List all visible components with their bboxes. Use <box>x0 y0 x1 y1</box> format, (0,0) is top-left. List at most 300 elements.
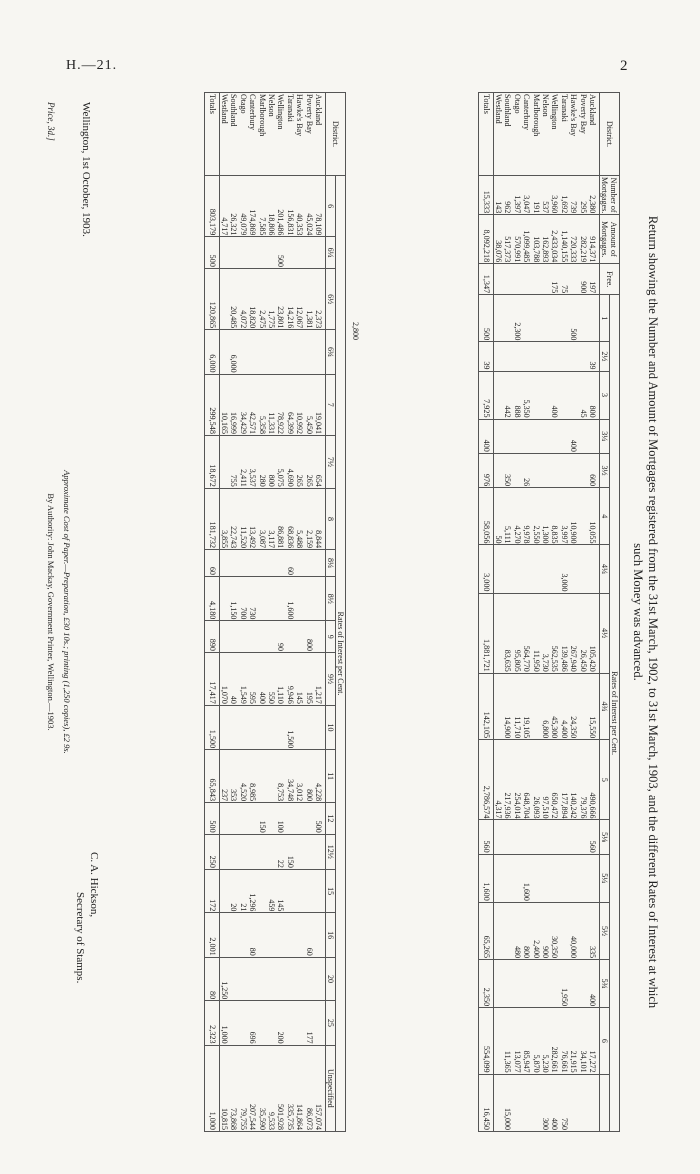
table-cell <box>220 836 229 868</box>
table-cell <box>512 821 521 852</box>
data-column <box>219 750 325 803</box>
table-cell: 34,101 <box>578 1050 588 1073</box>
table-cell <box>238 959 247 999</box>
table-cell: 1,950 <box>559 988 569 1007</box>
rate-header: 11 <box>326 750 336 803</box>
table-cell: 1,250 <box>219 981 229 1000</box>
table-cell: 1,140,155 <box>559 230 569 263</box>
table-cell <box>559 373 568 418</box>
table-cell <box>267 331 276 372</box>
table-cell <box>512 546 521 591</box>
data-column <box>219 653 325 706</box>
signature-title: Secretary of Stamps. <box>74 892 86 984</box>
table-cell: 10,992 <box>295 411 305 434</box>
table-cell <box>569 961 578 1006</box>
table-cell: 21,915 <box>569 1050 579 1073</box>
data-column <box>219 237 325 269</box>
table-cell <box>276 578 285 619</box>
table-cell <box>314 238 323 267</box>
table-cell: 265 <box>295 474 305 487</box>
totals-row <box>205 93 219 1132</box>
data-column <box>219 374 325 435</box>
table-cell: 12,067 <box>295 306 305 329</box>
table-cell: 459 <box>266 899 276 912</box>
table-cell <box>304 871 313 911</box>
total-cell: 8,092,218 <box>479 215 493 264</box>
table-cell: 400 <box>550 1118 560 1130</box>
rates-caption-2: Rates of Interest per Cent. <box>336 176 346 1132</box>
rate-header: 5 <box>600 740 610 820</box>
table-cell: 18,806 <box>266 213 276 236</box>
rate-header: 4 <box>600 488 610 545</box>
rate-header: 3¼ <box>600 419 610 453</box>
rate-header-unspecified-label <box>600 1074 610 1131</box>
table-cell: 8,985 <box>248 783 258 802</box>
table-cell <box>276 551 285 575</box>
rate-header: 3½ <box>600 453 610 487</box>
total-cell: 172 <box>205 869 219 912</box>
district-name: Canterbury <box>522 94 532 130</box>
table-cell <box>569 821 578 852</box>
table-cell: 197 <box>588 281 597 294</box>
table-cell <box>522 961 531 1006</box>
data-column <box>493 593 599 673</box>
table-cell: 800 <box>588 405 597 418</box>
extra-total: 2,800 <box>351 322 360 340</box>
table-cell <box>257 331 266 372</box>
total-cell: 18,672 <box>205 435 219 488</box>
table-cell <box>267 622 276 651</box>
data-column <box>219 621 325 653</box>
table-cell: 282,661 <box>550 1046 560 1073</box>
table-cell <box>559 904 568 958</box>
table-cell: 90 <box>276 643 286 652</box>
table-cell <box>578 1076 587 1130</box>
data-column <box>219 834 325 869</box>
table-cell <box>220 871 229 911</box>
rate-header: 8 <box>326 488 336 549</box>
col-district-2: District. <box>326 93 346 176</box>
table-cell: 64,399 <box>285 411 295 434</box>
total-cell: 58,056 <box>479 488 493 545</box>
table-cell <box>295 871 304 911</box>
table-cell <box>494 961 503 1006</box>
data-column <box>493 342 599 371</box>
table-cell <box>541 961 550 1006</box>
table-cell <box>531 265 540 293</box>
table-cell <box>229 551 238 575</box>
table-cell: 800 <box>266 474 276 487</box>
table-cell <box>494 675 503 738</box>
table-cell <box>304 836 313 868</box>
table-cell <box>314 578 323 619</box>
table-cell: 400 <box>257 691 267 704</box>
table-cell <box>285 914 294 955</box>
table-cell: 60 <box>304 947 314 956</box>
table-cell: 45,024 <box>304 213 314 236</box>
total-cell: 60 <box>205 550 219 577</box>
table-cell <box>304 959 313 999</box>
total-cell: 7,925 <box>479 371 493 419</box>
table-cell: 3,960 <box>550 195 560 214</box>
table-cell: 3,012 <box>295 783 305 802</box>
table-cell <box>522 265 531 293</box>
table-cell: 600 <box>588 474 597 487</box>
table-cell: 11,365 <box>503 1050 513 1073</box>
table-cell: 5,075 <box>276 468 286 487</box>
table-cell <box>304 551 313 575</box>
table-cell: 254,014 <box>512 792 522 819</box>
table-cell <box>248 707 257 748</box>
total-cell: 17,417 <box>205 653 219 706</box>
table-cell: 76,661 <box>559 1050 569 1073</box>
table-cell: 888 <box>512 405 522 418</box>
rate-header: 6¼ <box>326 237 336 269</box>
table-cell: 16,999 <box>229 411 239 434</box>
table-cell: 350 <box>503 474 513 487</box>
rate-header: 1 <box>600 295 610 342</box>
total-cell: 181,732 <box>205 488 219 549</box>
table-cell: 595 <box>248 691 258 704</box>
signature-name: C. A. Hickson, <box>88 852 100 918</box>
table-cell <box>494 296 503 340</box>
table-cell <box>512 961 521 1006</box>
rate-header: Unspecified <box>326 1045 336 1131</box>
table-cell: 21 <box>238 903 248 912</box>
table-cell: 103,788 <box>531 236 541 263</box>
table-cell <box>229 959 238 999</box>
rate-header: 7 <box>326 374 336 435</box>
data-column <box>493 545 599 593</box>
table-cell: 280 <box>257 474 267 487</box>
table-cell: 1,692 <box>559 195 569 214</box>
table-cell <box>229 1002 238 1043</box>
table-row <box>493 93 599 1132</box>
table-cell: 1,397 <box>512 195 522 214</box>
table-cell: 4,228 <box>314 783 323 802</box>
table-cell <box>285 331 294 372</box>
rate-header: 12½ <box>326 834 336 869</box>
table-cell: 40 <box>229 695 239 704</box>
table-cell: 78,109 <box>314 213 323 236</box>
table-cell: 282,219 <box>578 236 588 263</box>
table-cell: 40,353 <box>295 213 305 236</box>
data-column <box>493 1008 599 1074</box>
table-cell: 295 <box>578 201 588 214</box>
table-cell: 83,635 <box>503 649 513 672</box>
table-cell: 73,868 <box>229 1108 239 1130</box>
table-cell <box>494 343 503 369</box>
district-name: Marlborough <box>531 94 541 137</box>
table-cell <box>569 546 578 591</box>
data-column <box>493 371 599 419</box>
table-cell: 9,946 <box>285 685 295 704</box>
data-column <box>219 488 325 549</box>
table-cell <box>304 707 313 748</box>
total-cell: 16,450 <box>479 1074 493 1131</box>
table-cell <box>531 343 540 369</box>
table-cell <box>494 1009 503 1072</box>
table-cell <box>550 961 559 1006</box>
total-cell: 976 <box>479 453 493 487</box>
table-cell: 900 <box>578 281 588 294</box>
rate-header: 9 <box>326 621 336 653</box>
table-cell <box>238 914 247 955</box>
data-column <box>493 176 599 215</box>
table-cell <box>550 343 559 369</box>
table-cell <box>512 421 521 452</box>
table-cell <box>559 421 568 452</box>
district-name: Otago <box>512 94 522 114</box>
table-cell: 200 <box>276 1031 286 1044</box>
table-cell <box>314 836 323 868</box>
table-cell <box>285 804 294 833</box>
table-cell: 26,093 <box>531 796 541 819</box>
district-name: Taranaki <box>285 94 295 122</box>
total-cell: 500 <box>479 295 493 342</box>
table-cell <box>220 707 229 748</box>
data-column <box>493 264 599 295</box>
table-cell: 800 <box>304 789 314 802</box>
table-cell: 19,041 <box>314 411 323 434</box>
rate-header: 6 <box>326 176 336 237</box>
table-cell <box>541 821 550 852</box>
table-cell: 143 <box>493 201 503 214</box>
table-cell <box>522 1076 531 1130</box>
table-cell <box>578 546 587 591</box>
table-cell: 38,076 <box>493 240 503 263</box>
table-cell: 700 <box>238 607 248 620</box>
totals-label: Totals <box>205 93 219 176</box>
table-cell <box>541 343 550 369</box>
rate-header: 6½ <box>326 268 336 329</box>
table-cell <box>559 343 568 369</box>
total-cell: 4,180 <box>205 577 219 621</box>
table-cell <box>550 821 559 852</box>
table-cell: 17,272 <box>588 1050 597 1073</box>
data-column <box>493 820 599 854</box>
table-cell <box>578 296 587 340</box>
total-cell: 15,333 <box>479 176 493 215</box>
table-cell: 3,855 <box>219 530 229 549</box>
totals-row <box>479 93 493 1132</box>
title-line-1: Return showing the Number and Amount of Mortgages registered from the 31st March, 1902, to 31st March, 1903, and the different Rates of Interest at which <box>646 215 660 1009</box>
data-column <box>219 176 325 237</box>
data-column <box>219 435 325 488</box>
table-cell <box>276 331 285 372</box>
table-cell <box>494 904 503 958</box>
table-cell <box>267 1002 276 1043</box>
table-cell <box>285 1002 294 1043</box>
table-cell <box>229 804 238 833</box>
data-column <box>219 913 325 957</box>
rate-header: 10 <box>326 705 336 749</box>
table-cell <box>503 546 512 591</box>
total-cell: 2,350 <box>479 960 493 1008</box>
table-cell: 75 <box>559 285 569 294</box>
data-column <box>219 268 325 329</box>
table-cell <box>257 578 266 619</box>
table-cell <box>257 551 266 575</box>
rate-header: 8¼ <box>326 550 336 577</box>
table-cell <box>588 296 597 340</box>
table-cell: 1,150 <box>229 601 239 620</box>
table-cell: 50 <box>493 535 503 544</box>
table-cell <box>295 622 304 651</box>
table-cell <box>550 856 559 901</box>
table-cell: 3,000 <box>559 573 569 592</box>
table-cell: 7,585 <box>257 217 267 236</box>
table-cell: 95,805 <box>512 649 522 672</box>
table-cell <box>494 265 503 293</box>
table-cell: 9,978 <box>522 525 532 544</box>
data-column <box>493 960 599 1008</box>
table-cell: 22 <box>276 859 286 868</box>
place-date: Wellington, 1st October, 1903. <box>80 102 92 237</box>
table-cell: 14,900 <box>503 716 513 739</box>
table-cell <box>578 489 587 543</box>
table-cell <box>238 836 247 868</box>
table-cell <box>238 622 247 651</box>
table-cell <box>295 959 304 999</box>
table-cell: 150 <box>257 820 267 833</box>
table-cell: 3,730 <box>540 653 550 672</box>
table-cell <box>220 437 229 487</box>
table-cell: 11,331 <box>266 412 276 434</box>
data-column <box>493 1074 599 1131</box>
table-cell <box>578 821 587 852</box>
table-cell: 1,775 <box>266 310 276 329</box>
table-cell: 5,230 <box>540 1054 550 1073</box>
table-cell: 1,600 <box>522 882 532 901</box>
district-name: Southland <box>503 94 513 127</box>
data-column <box>493 854 599 902</box>
table-cell: 4,520 <box>238 783 248 802</box>
table-cell: 750 <box>559 1118 569 1130</box>
table-cell <box>285 622 294 651</box>
table-cell <box>559 856 568 901</box>
district-name: Nelson <box>540 94 550 117</box>
total-cell: 1,347 <box>479 264 493 295</box>
table-cell <box>503 265 512 293</box>
table-cell <box>257 1002 266 1043</box>
table-cell: 24,350 <box>569 716 579 739</box>
table-cell: 696 <box>248 1031 258 1044</box>
table-cell <box>522 421 531 452</box>
table-cell <box>494 455 503 486</box>
table-cell <box>578 961 587 1006</box>
rate-header: 7½ <box>326 435 336 488</box>
table-cell <box>541 296 550 340</box>
table-cell: 22,743 <box>229 526 239 549</box>
table-cell: 1,217 <box>314 685 323 704</box>
table-cell <box>578 455 587 486</box>
total-cell: 1,000 <box>205 1045 219 1131</box>
table-cell: 20 <box>229 903 239 912</box>
table-cell <box>248 836 257 868</box>
table-cell: 145 <box>295 691 305 704</box>
total-cell: 250 <box>205 834 219 869</box>
table-cell <box>569 856 578 901</box>
table-cell <box>531 296 540 340</box>
rates-table-continued <box>204 92 346 1132</box>
table-cell: 2,373 <box>314 310 323 329</box>
cost-note: Approximate Cost of Paper.—Preparation, £30 10s.; printing (1,250 copies), £2 9s. <box>62 470 72 754</box>
table-cell: 11,950 <box>531 650 541 672</box>
table-cell <box>267 804 276 833</box>
table-cell: 537 <box>540 201 550 214</box>
table-cell <box>295 836 304 868</box>
table-cell: 730 <box>248 607 258 620</box>
table-cell: 20,485 <box>229 306 239 329</box>
table-cell <box>220 551 229 575</box>
table-cell: 10,165 <box>219 411 229 434</box>
district-name: Southland <box>229 94 239 127</box>
table-cell <box>541 265 550 293</box>
table-cell <box>276 707 285 748</box>
table-cell <box>295 238 304 267</box>
table-cell: 2,380 <box>588 195 597 214</box>
district-name: Auckland <box>314 94 323 126</box>
data-column <box>493 419 599 453</box>
total-cell: 65,843 <box>205 750 219 803</box>
table-cell: 19,105 <box>522 716 532 739</box>
table-cell: 1,000 <box>219 1025 229 1044</box>
district-name: Nelson <box>266 94 276 117</box>
total-cell: 39 <box>479 342 493 371</box>
table-cell: 175 <box>550 281 560 294</box>
table-cell <box>531 856 540 901</box>
table-cell <box>267 959 276 999</box>
table-cell <box>550 296 559 340</box>
table-cell <box>257 238 266 267</box>
table-cell: 335 <box>588 946 597 959</box>
total-cell: 2,786,574 <box>479 740 493 820</box>
data-column <box>493 673 599 739</box>
table-cell <box>220 238 229 267</box>
table-cell <box>229 622 238 651</box>
table-cell: 739 <box>569 201 579 214</box>
table-cell: 335,735 <box>285 1104 295 1130</box>
table-cell <box>512 1076 521 1130</box>
table-cell: 35,590 <box>257 1108 267 1130</box>
table-cell: 174,869 <box>248 209 258 236</box>
table-cell: 442 <box>503 405 513 418</box>
table-cell: 79,755 <box>238 1108 248 1130</box>
district-name: Hawke's Bay <box>569 94 579 137</box>
table-cell: 720,333 <box>569 236 579 263</box>
table-cell: 650,472 <box>550 792 560 819</box>
table-cell <box>541 455 550 486</box>
table-cell: 201,486 <box>276 209 286 236</box>
table-cell <box>220 270 229 328</box>
table-cell <box>531 1076 540 1130</box>
table-cell <box>314 331 323 372</box>
table-cell <box>503 343 512 369</box>
rates-caption: Rates of Interest per Cent. <box>610 295 620 1132</box>
table-cell: 145 <box>276 899 286 912</box>
table-cell <box>285 238 294 267</box>
table-cell: 13,077 <box>512 1050 522 1073</box>
total-cell: 3,000 <box>479 545 493 593</box>
table-cell <box>257 751 266 801</box>
table-cell: 500 <box>569 328 579 341</box>
table-cell: 3,117 <box>266 530 276 549</box>
table-cell: 3,087 <box>257 530 267 549</box>
table-cell: 141,864 <box>295 1104 305 1130</box>
table-cell: 501,928 <box>276 1104 286 1130</box>
table-cell: 4,717 <box>219 217 229 236</box>
